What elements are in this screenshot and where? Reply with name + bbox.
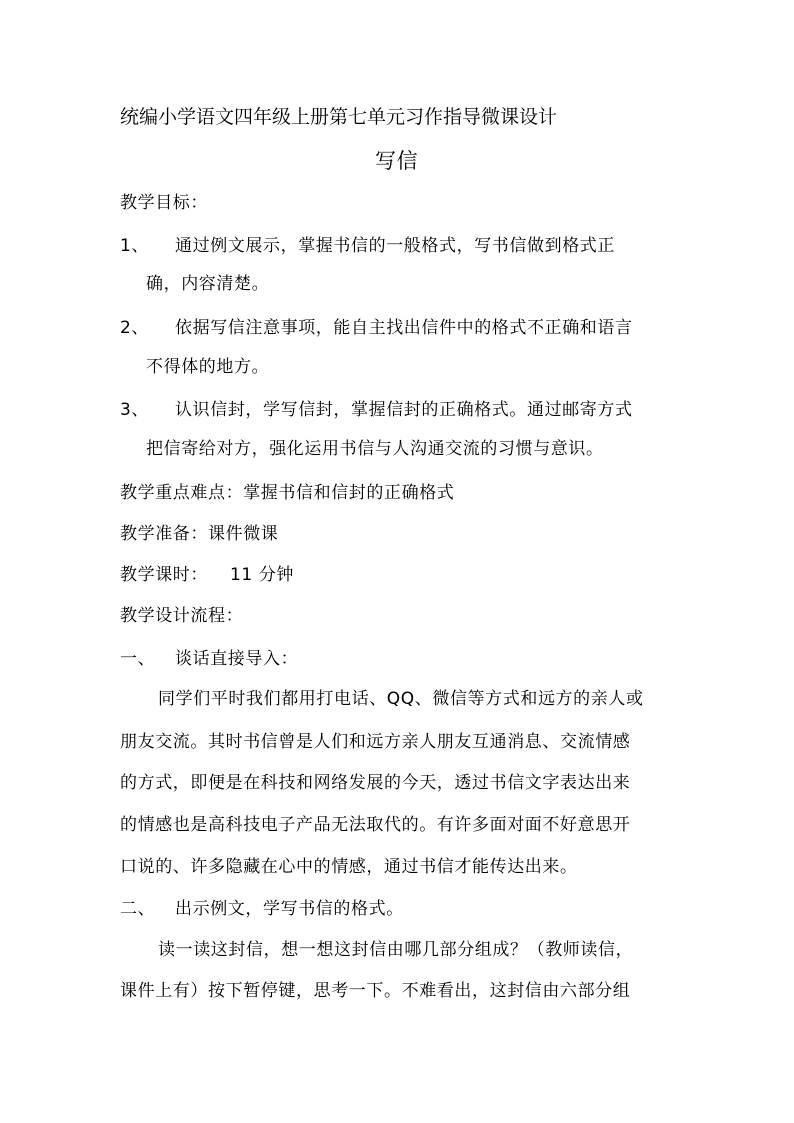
goal-number: 2、 — [120, 318, 150, 338]
section-number: 一、 — [120, 649, 156, 669]
goal-item-3 — [120, 399, 633, 421]
goal-item-1 — [120, 235, 615, 257]
paragraph-line: 同学们平时我们都用打电话、QQ、微信等方式和远方的亲人或 — [158, 689, 644, 709]
goal-item-2 — [120, 317, 633, 339]
paragraph-line: 的情感也是高科技电子产品无法取代的。有许多面对面不好意思开 — [120, 815, 631, 835]
paragraph-line: 的方式，即便是在科技和网络发展的今天，透过书信文字表达出来 — [120, 773, 631, 793]
section-1-heading — [120, 648, 298, 670]
goal-text: 通过例文展示，掌握书信的一般格式，写书信做到格式正 — [175, 236, 615, 256]
goal-item-1-cont: 确，内容清楚。 — [146, 274, 270, 294]
goal-number: 3、 — [120, 400, 150, 420]
preparation: 教学准备：课件微课 — [120, 524, 279, 544]
key-points: 教学重点难点：掌握书信和信封的正确格式 — [120, 483, 455, 503]
duration — [120, 564, 294, 586]
section-title: 出示例文，学写书信的格式。 — [175, 899, 404, 919]
section-number: 二、 — [120, 899, 156, 919]
goal-number: 1、 — [120, 236, 150, 256]
document-heading: 统编小学语文四年级上册第七单元习作指导微课设计 — [120, 106, 558, 128]
section-title: 谈话直接导入： — [175, 649, 299, 669]
goals-label: 教学目标： — [120, 193, 208, 213]
goal-text: 依据写信注意事项，能自主找出信件中的格式不正确和语言 — [175, 318, 633, 338]
paragraph-line: 口说的、许多隐藏在心中的情感，通过书信才能传达出来。 — [120, 857, 578, 877]
goal-item-2-cont: 不得体的地方。 — [146, 357, 270, 377]
document-title: 写信 — [375, 149, 419, 173]
paragraph-line: 课件上有）按下暂停键，思考一下。不难看出，这封信由六部分组 — [120, 981, 631, 1001]
goal-text: 认识信封，学写信封，掌握信封的正确格式。通过邮寄方式 — [175, 400, 633, 420]
paragraph-line: 朋友交流。其时书信曾是人们和远方亲人朋友互通消息、交流情感 — [120, 732, 631, 752]
section-2-heading — [120, 898, 404, 920]
goal-item-3-cont: 把信寄给对方，强化运用书信与人沟通交流的习惯与意识。 — [146, 439, 604, 459]
paragraph-line: 读一读这封信，想一想这封信由哪几部分组成？（教师读信， — [158, 940, 634, 960]
flow-label: 教学设计流程： — [120, 606, 244, 626]
duration-value: 11 分钟 — [230, 565, 295, 585]
duration-label: 教学课时： — [120, 565, 208, 585]
